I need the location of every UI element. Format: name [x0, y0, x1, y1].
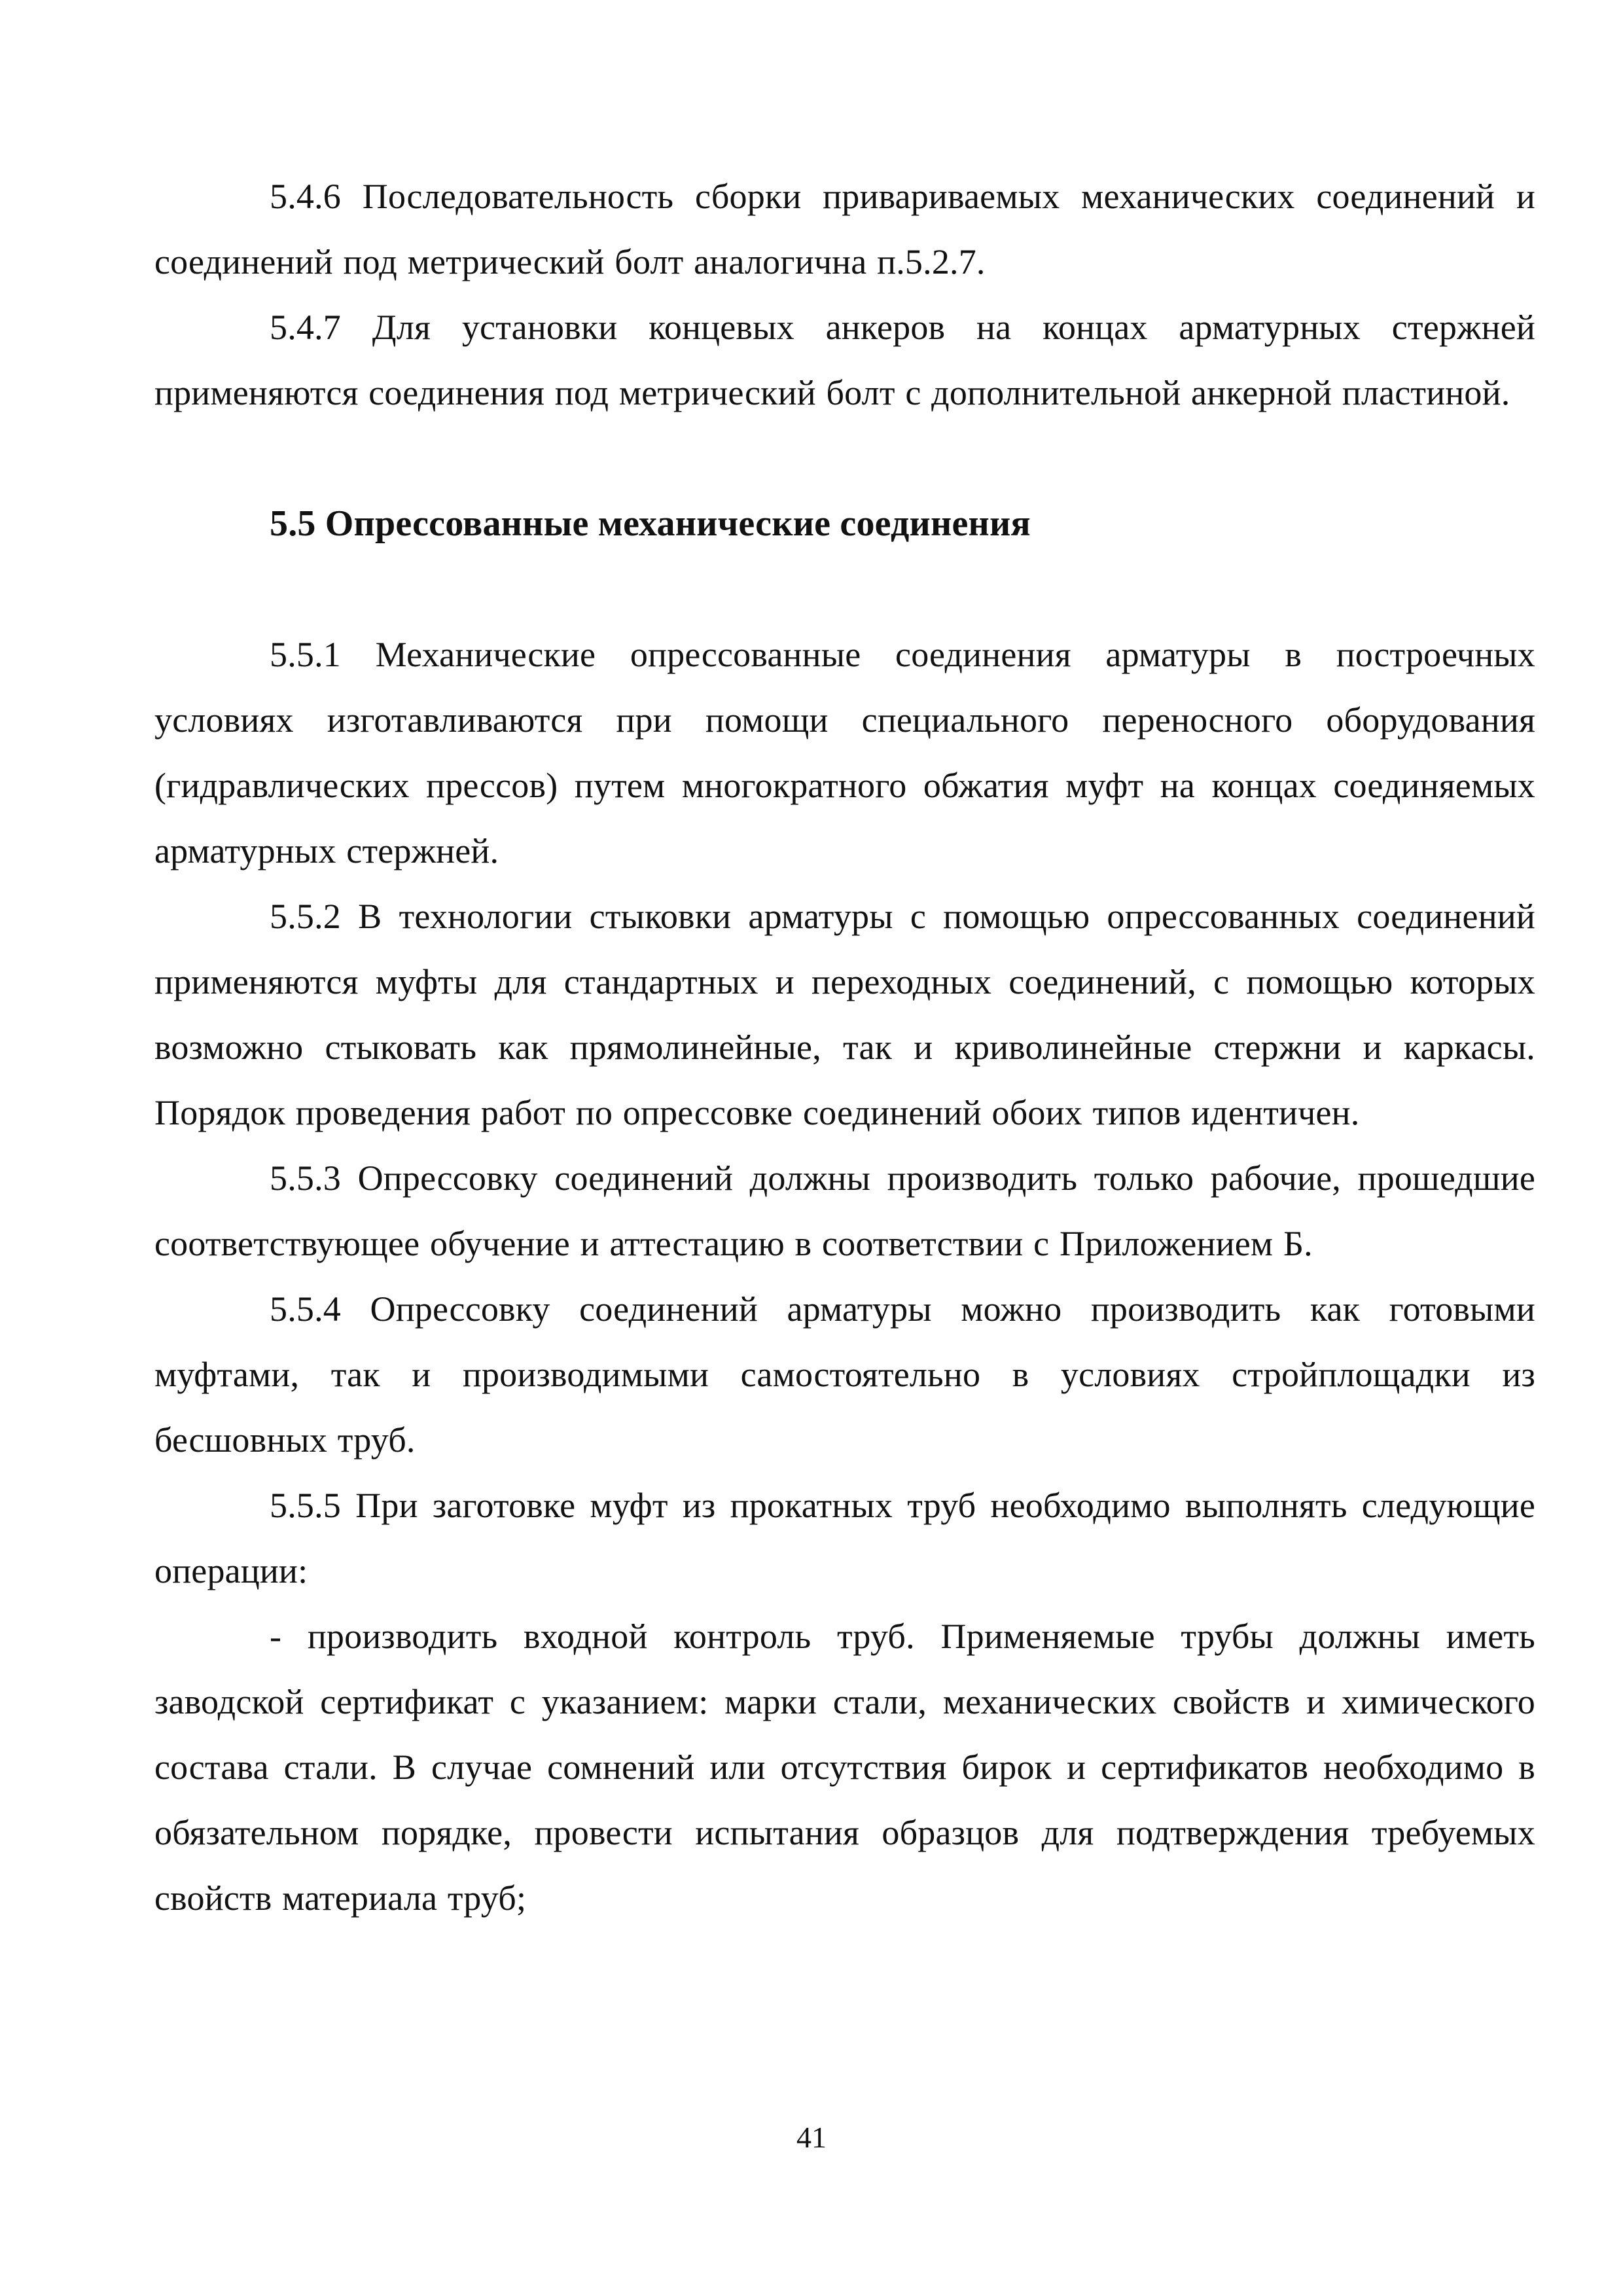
paragraph-5-4-7: 5.4.7 Для установки концевых анкеров на концах арматурных стержней применяются соединения под метрический болт с дополнительной анкерной пластиной.	[154, 308, 1535, 412]
paragraph-5-5-1: 5.5.1 Механические опрессованные соединения арматуры в построечных условиях изготавливаются при помощи специального переносного оборудования (гидравлических прессов) путем многократного обжатия муфт на концах соединяемых арматурных стержней.	[154, 635, 1535, 870]
paragraph-5-5-2: 5.5.2 В технологии стыковки арматуры с помощью опрессованных соединений применяются муфты для стандартных и переходных соединений, с помощью которых возможно стыковать как прямолинейные, так и криволинейные стержни и каркасы. Порядок проведения работ по опрессовке соединений обоих типов идентичен.	[154, 897, 1535, 1132]
section-heading-5-5: 5.5 Опрессованные механические соединения	[270, 503, 1031, 544]
list-item-input-control: - производить входной контроль труб. Применяемые трубы должны иметь заводской сертификат с указанием: марки стали, механических свойств и химического состава стали. В случае сомнений или отсутствия бирок и сертификатов необходимо в обязательном порядке, провести испытания образцов для подтверждения требуемых свойств материала труб;	[154, 1617, 1535, 1918]
paragraph-5-5-3: 5.5.3 Опрессовку соединений должны производить только рабочие, прошедшие соответствующее обучение и аттестацию в соответствии с Приложением Б.	[154, 1158, 1535, 1263]
paragraph-5-4-6: 5.4.6 Последовательность сборки привариваемых механических соединений и соединений под метрический болт аналогична п.5.2.7.	[154, 177, 1535, 281]
page-body	[154, 164, 1535, 1931]
paragraph-5-5-4: 5.5.4 Опрессовку соединений арматуры можно производить как готовыми муфтами, так и производимыми самостоятельно в условиях стройплощадки из бесшовных труб.	[154, 1289, 1535, 1460]
page-number: 41	[796, 2121, 827, 2154]
paragraph-5-5-5: 5.5.5 При заготовке муфт из прокатных труб необходимо выполнять следующие операции:	[154, 1486, 1535, 1590]
